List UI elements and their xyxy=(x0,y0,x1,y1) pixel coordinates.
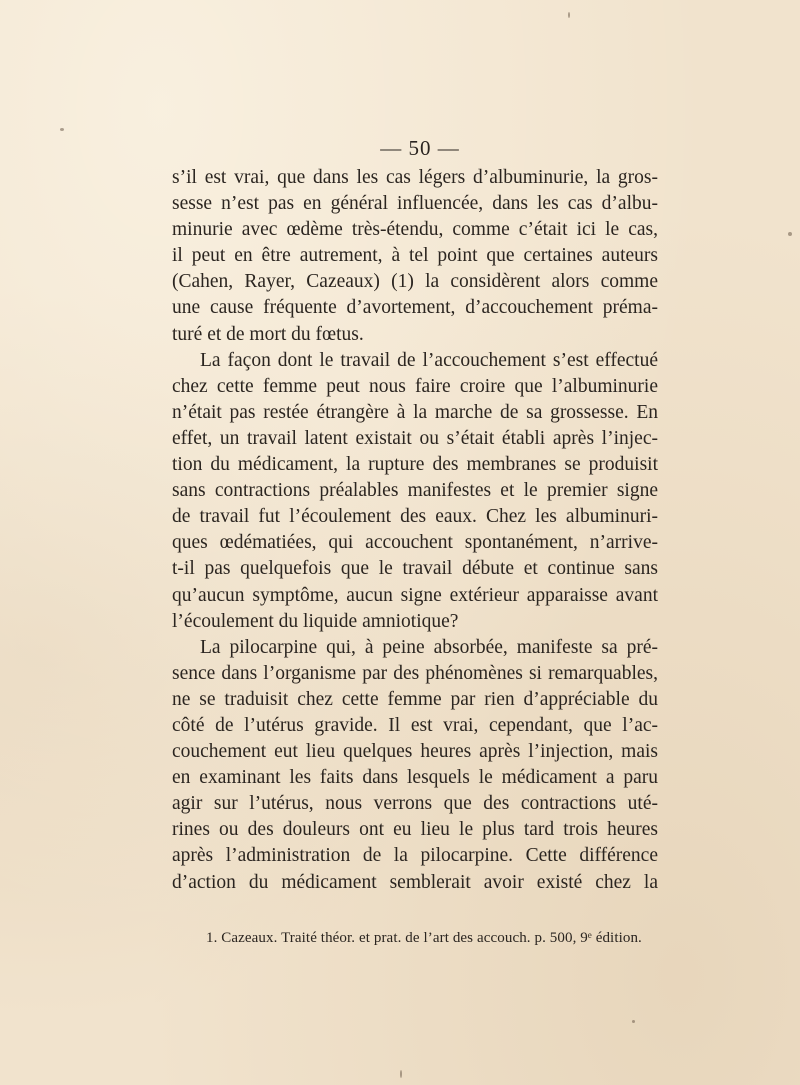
text-line: qu’aucun symptôme, aucun signe extérieur apparaisse avant xyxy=(172,584,658,606)
text-line: rines ou des douleurs ont eu lieu le plus tard trois heures xyxy=(172,819,658,841)
paper-speck xyxy=(60,128,64,131)
paper-speck xyxy=(568,12,570,18)
text-line: La pilocarpine qui, à peine absorbée, manifeste sa pré- xyxy=(200,636,658,658)
text-line: après l’administration de la pilocarpine. Cette différence xyxy=(172,845,658,867)
text-line: (Cahen, Rayer, Cazeaux) (1) la considèrent alors comme xyxy=(172,271,658,293)
text-line: minurie avec œdème très-étendu, comme c’était ici le cas, xyxy=(172,219,658,241)
text-line: sesse n’est pas en général influencée, dans les cas d’albu- xyxy=(172,193,658,215)
text-line: il peut en être autrement, à tel point que certaines auteurs xyxy=(172,245,658,267)
text-line: effet, un travail latent existait ou s’était établi après l’injec- xyxy=(172,427,658,449)
paper-speck xyxy=(400,1070,402,1078)
text-line: ques œdématiées, qui accouchent spontanément, n’arrive- xyxy=(172,532,658,554)
text-line: d’action du médicament semblerait avoir existé chez la xyxy=(172,871,658,893)
text-line: turé et de mort du fœtus. xyxy=(172,323,364,345)
paper-speck xyxy=(788,232,792,236)
text-line: une cause fréquente d’avortement, d’accouchement préma- xyxy=(172,297,658,319)
page-number: — 50 — xyxy=(380,136,460,160)
text-line: s’il est vrai, que dans les cas légers d’albuminurie, la gros- xyxy=(172,167,658,188)
text-line: chez cette femme peut nous faire croire que l’albuminurie xyxy=(172,375,658,397)
text-line: l’écoulement du liquide amniotique? xyxy=(172,610,459,632)
text-line: ne se traduisit chez cette femme par rien d’appréciable du xyxy=(172,688,658,710)
text-line: t-il pas quelquefois que le travail débute et continue sans xyxy=(172,558,658,580)
text-line: de travail fut l’écoulement des eaux. Chez les albuminuri- xyxy=(172,506,658,528)
text-line: tion du médicament, la rupture des membranes se produisit xyxy=(172,454,658,476)
text-line: La façon dont le travail de l’accouchement s’est effectué xyxy=(200,349,658,371)
body-text xyxy=(172,165,658,896)
text-line: sans contractions préalables manifestes et le premier signe xyxy=(172,480,658,502)
text-line: n’était pas restée étrangère à la marche de sa grossesse. En xyxy=(172,401,658,423)
text-line: couchement eut lieu quelques heures après l’injection, mais xyxy=(172,741,658,763)
text-line: agir sur l’utérus, nous verrons que des contractions uté- xyxy=(172,793,658,815)
text-line: côté de l’utérus gravide. Il est vrai, cependant, que l’ac- xyxy=(172,714,658,736)
paper-speck xyxy=(632,1020,635,1023)
footnote: 1. Cazeaux. Traité théor. et prat. de l’art des accouch. p. 500, 9ᵉ édition. xyxy=(206,930,642,946)
text-line: sence dans l’organisme par des phénomènes si remarquables, xyxy=(172,662,658,684)
text-line: en examinant les faits dans lesquels le médicament a paru xyxy=(172,767,658,789)
